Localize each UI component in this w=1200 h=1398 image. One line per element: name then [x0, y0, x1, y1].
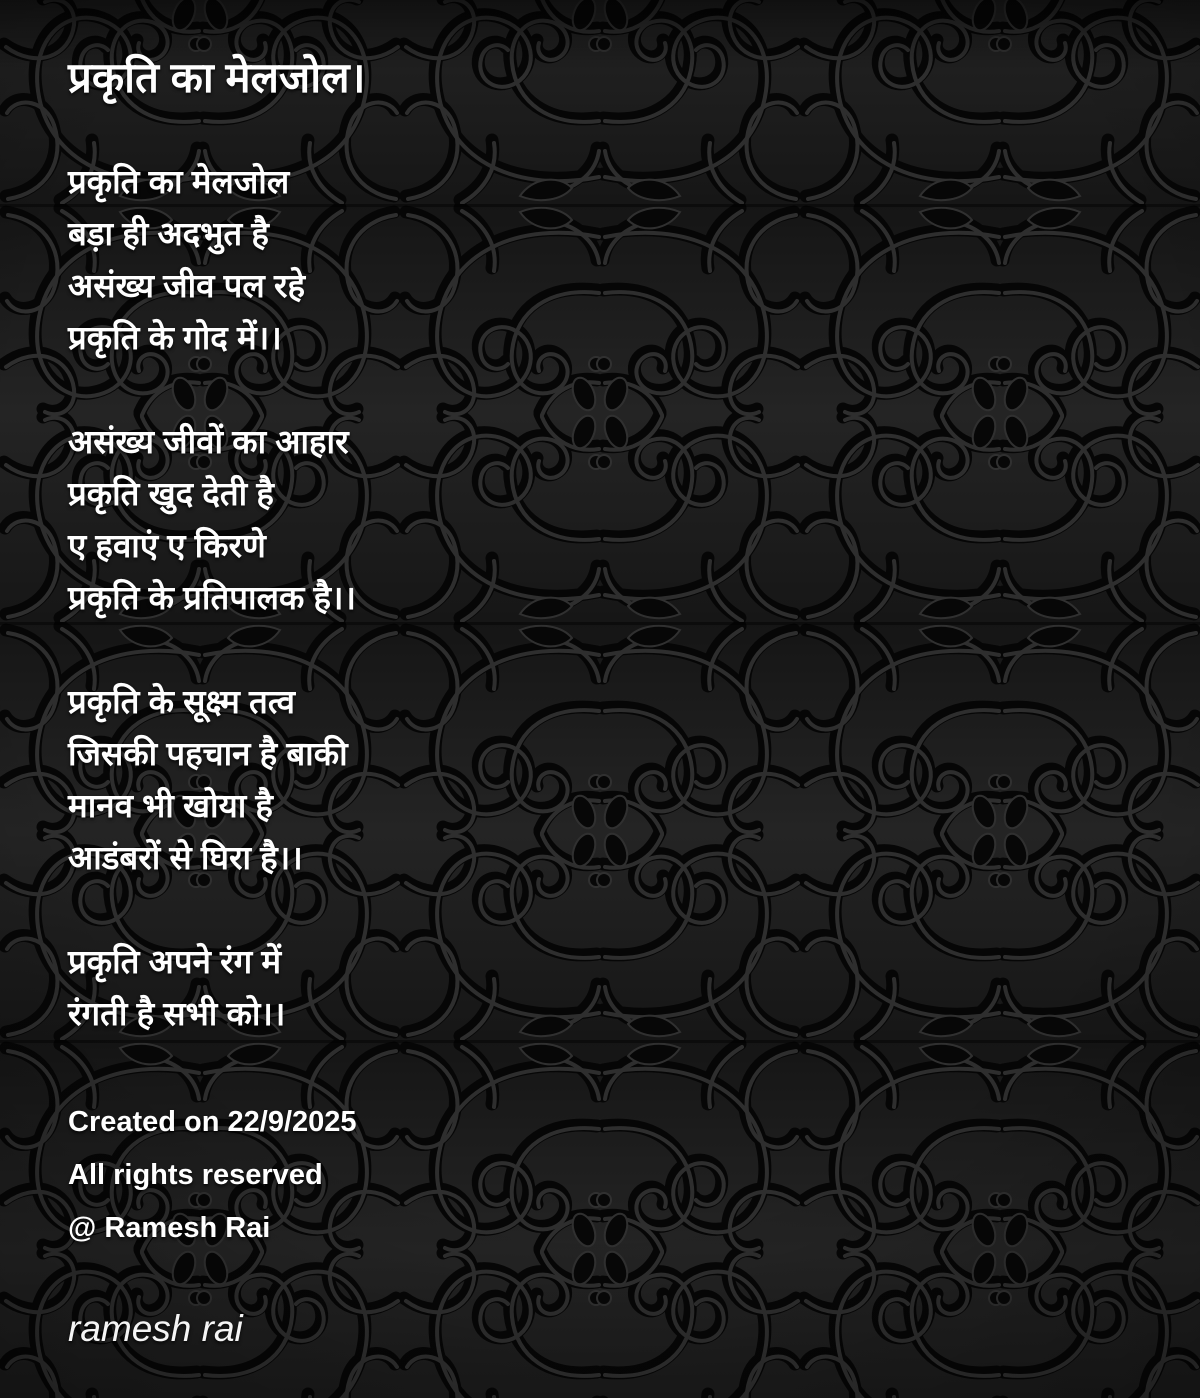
poem-line: रंगती है सभी को।।	[68, 995, 286, 1032]
poem-line: बड़ा ही अदभुत है	[68, 215, 269, 252]
author-signature: ramesh rai	[68, 1308, 243, 1349]
poem-line: प्रकृति के गोद में।।	[68, 319, 282, 356]
rights-reserved: All rights reserved	[68, 1159, 323, 1191]
poem-title: प्रकृति का मेलजोल।	[68, 54, 366, 101]
poem-line: आडंबरों से घिरा है।।	[68, 839, 303, 876]
stanza-1	[68, 156, 1128, 364]
created-date: Created on 22/9/2025	[68, 1106, 357, 1138]
copyright-block	[68, 1096, 1128, 1255]
poem-line: जिसकी पहचान है बाकी	[68, 735, 348, 772]
poem-line: ए हवाएं ए किरणे	[68, 527, 266, 564]
poem-line: मानव भी खोया है	[68, 787, 273, 824]
poem-content	[68, 0, 1128, 1351]
poem-line: प्रकृति का मेलजोल	[68, 163, 290, 200]
stanza-3	[68, 676, 1128, 884]
poem-line: प्रकृति अपने रंग में	[68, 943, 282, 980]
author-copyright: @ Ramesh Rai	[68, 1212, 271, 1244]
poem-line: प्रकृति के सूक्ष्म तत्व	[68, 683, 295, 720]
stanza-4	[68, 936, 1128, 1040]
poem-line: प्रकृति खुद देती है	[68, 475, 274, 512]
poem-line: असंख्य जीव पल रहे	[68, 267, 305, 304]
stanza-2	[68, 416, 1128, 624]
poem-line: असंख्य जीवों का आहार	[68, 423, 349, 460]
poem-line: प्रकृति के प्रतिपालक है।।	[68, 579, 357, 616]
